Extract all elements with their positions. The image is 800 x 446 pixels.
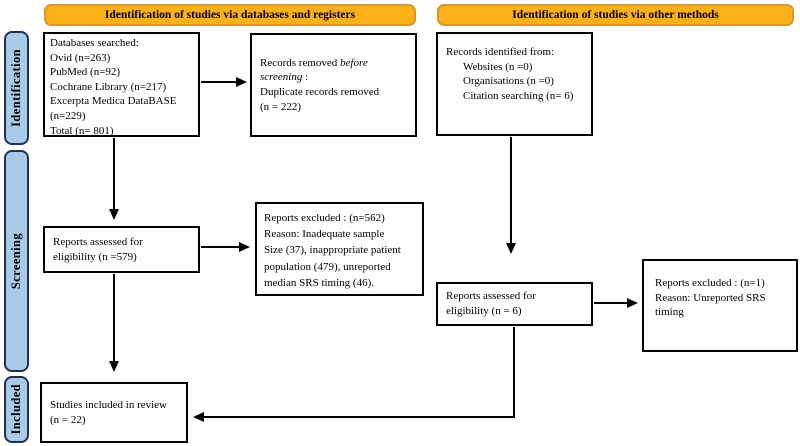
box-text-line: Reports excluded : (n=562) [264, 212, 385, 224]
stage-label-included [4, 376, 29, 443]
header-other-methods: Identification of studies via other methods [437, 4, 794, 26]
box-text-line: (n = 22) [50, 413, 86, 426]
box-reports-excluded-databases [255, 202, 424, 296]
header-databases-registers: Identification of studies via databases and registers [44, 4, 416, 26]
box-reports-assessed-databases [43, 226, 200, 273]
box-text-line [260, 56, 407, 71]
box-text-line: Citation searching (n= 6) [463, 89, 574, 102]
stage-label-identification [4, 31, 29, 145]
stage-label-included-text: Included [9, 384, 23, 435]
stage-label-identification-text: Identification [9, 49, 23, 127]
box-text-line: Excerpta Medica DataBASE [50, 95, 177, 108]
box-reports-assessed-other [436, 282, 593, 326]
box-text-line: timing [655, 306, 684, 319]
box-text-line: Records identified from: [446, 46, 555, 58]
box-text-line: Duplicate records removed [260, 86, 380, 98]
box-text-line: Organisations (n =0) [463, 75, 554, 88]
box-text-line: Reason: Unreported SRS [655, 291, 766, 304]
box-records-removed [250, 33, 417, 137]
box-text-line: (n = 222) [260, 100, 302, 113]
stage-label-screening [4, 150, 29, 372]
box-text-line: (n=229) [50, 109, 86, 122]
box-records-identified [436, 32, 593, 136]
box-text-line: Websites (n =0) [463, 60, 533, 73]
box-text-line: Cochrane Library (n=217) [50, 80, 167, 93]
box-text-segment-italic: screening [260, 71, 303, 84]
box-text-line: PubMed (n=92) [50, 66, 121, 79]
arrow-assessed-other-to-included [195, 327, 514, 417]
box-text-segment: : [305, 71, 309, 84]
box-text-line [260, 70, 407, 85]
stage-label-screening-text: Screening [9, 232, 23, 290]
box-text-line: Ovid (n=263) [50, 51, 111, 64]
box-reports-excluded-other [642, 259, 798, 352]
box-text-line: Databases searched: [50, 37, 139, 49]
box-text-segment-italic: before [340, 56, 368, 69]
box-text-line: eligibility (n =579) [53, 250, 137, 263]
box-databases-searched [43, 32, 200, 137]
box-studies-included [40, 382, 188, 443]
box-text-segment: Records removed [260, 56, 341, 69]
box-text-line: population (479), unreported [264, 260, 391, 273]
box-text-line: Studies included in review [50, 398, 168, 411]
box-text-line: Total (n= 801) [50, 124, 114, 137]
box-text-line: median SRS timing (46). [264, 276, 374, 289]
box-text-line: Size (37), inappropriate patient [264, 244, 401, 257]
box-text-line: Reason: Inadequate sample [264, 228, 385, 241]
box-text-line: Reports assessed for [446, 290, 536, 303]
box-text-line: Reports excluded : (n=1) [655, 277, 765, 289]
box-text-line: Reports assessed for [53, 235, 143, 248]
box-text-line: eligibility (n = 6) [446, 305, 522, 317]
